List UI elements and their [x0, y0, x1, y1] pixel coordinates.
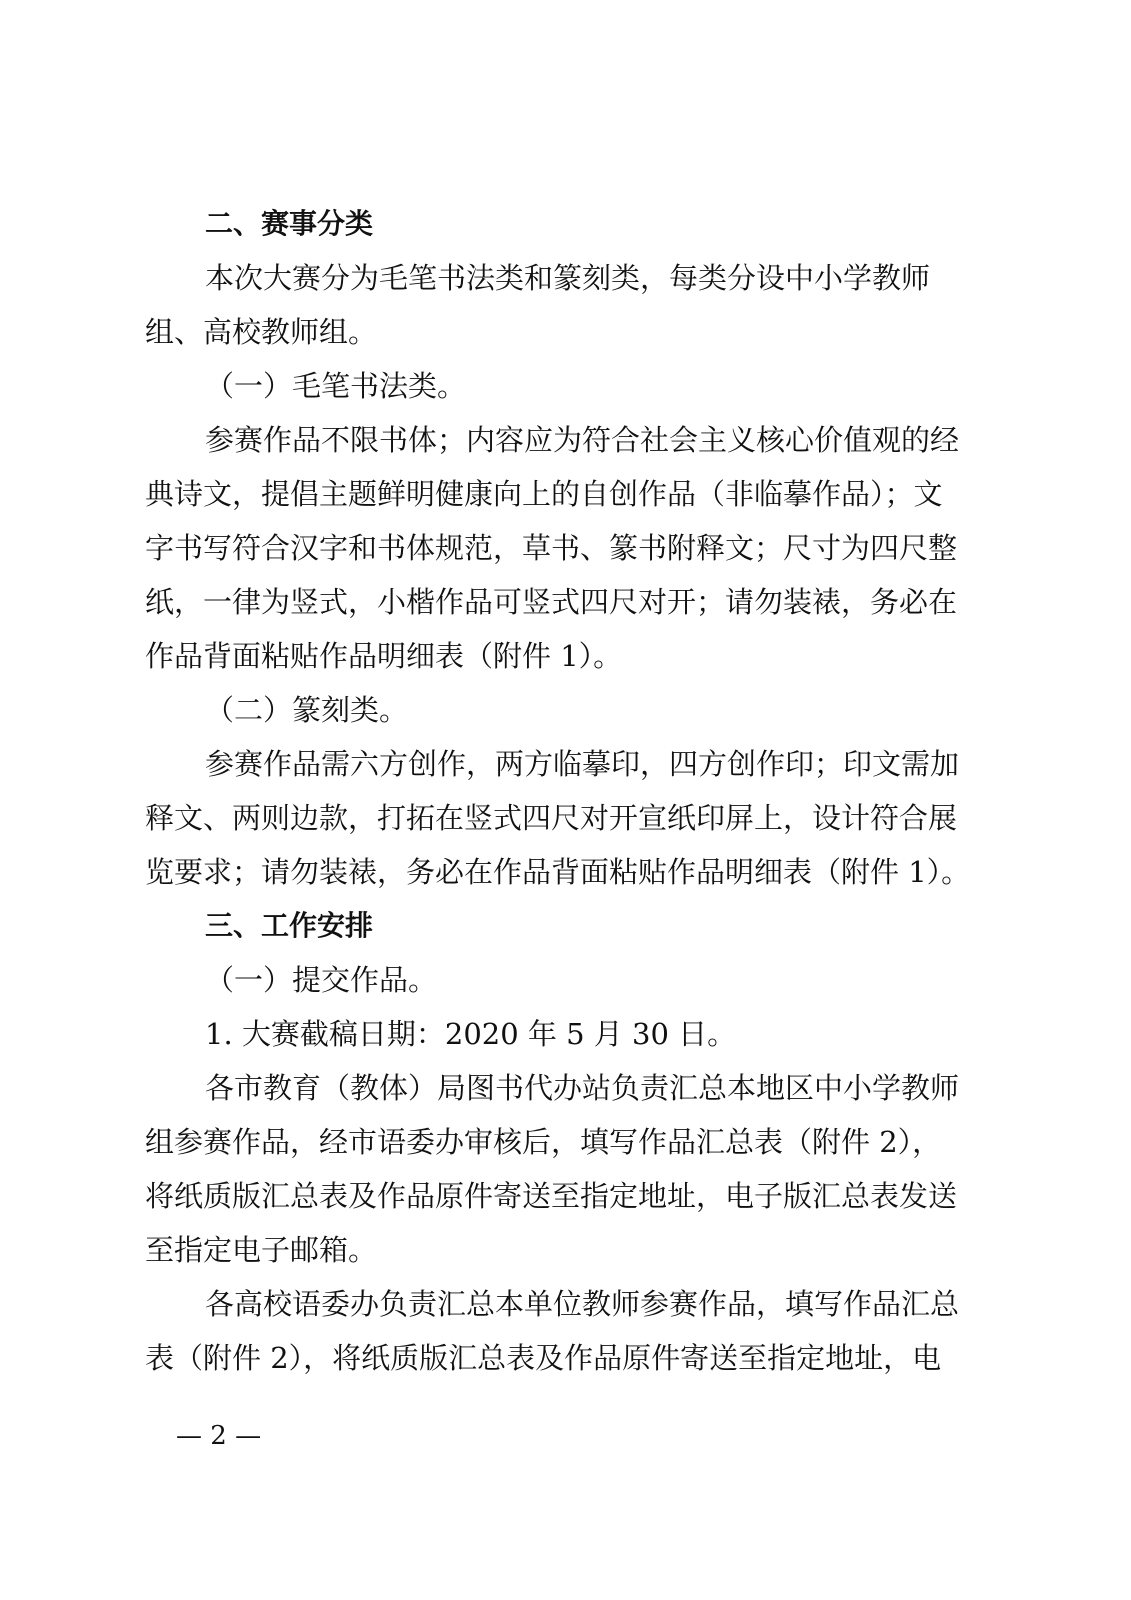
paragraph-line: 组参赛作品，经市语委办审核后，填写作品汇总表（附件 2）， — [145, 1125, 942, 1159]
paragraph-line: 将纸质版汇总表及作品原件寄送至指定地址，电子版汇总表发送 — [145, 1179, 958, 1213]
paragraph-line: 典诗文，提倡主题鲜明健康向上的自创作品（非临摹作品）；文 — [145, 477, 943, 511]
paragraph-line: 释文、两则边款，打拓在竖式四尺对开宣纸印屏上，设计符合展 — [145, 801, 958, 835]
paragraph-line: 参赛作品需六方创作，两方临摹印，四方创作印；印文需加 — [205, 747, 960, 781]
section-heading-categories: 二、赛事分类 — [205, 207, 374, 240]
paragraph-line: 本次大赛分为毛笔书法类和篆刻类，每类分设中小学教师 — [205, 261, 931, 295]
paragraph-line: 纸，一律为竖式，小楷作品可竖式四尺对开；请勿装裱，务必在 — [145, 585, 958, 619]
subheading-submit: （一）提交作品。 — [205, 963, 438, 997]
page-number: — 2 — — [176, 1421, 262, 1451]
paragraph-line: 各市教育（教体）局图书代办站负责汇总本地区中小学教师 — [205, 1071, 960, 1105]
section-heading-arrangements: 三、工作安排 — [205, 909, 374, 942]
paragraph-line: 至指定电子邮箱。 — [145, 1233, 378, 1267]
subheading-seal-carving: （二）篆刻类。 — [205, 693, 409, 727]
paragraph-line: 字书写符合汉字和书体规范，草书、篆书附释文；尺寸为四尺整 — [145, 531, 958, 565]
paragraph-line: 作品背面粘贴作品明细表（附件 1）。 — [145, 639, 623, 673]
subheading-calligraphy: （一）毛笔书法类。 — [205, 369, 467, 403]
list-item-deadline: 1. 大赛截稿日期：2020 年 5 月 30 日。 — [205, 1017, 737, 1051]
paragraph-line: 各高校语委办负责汇总本单位教师参赛作品，填写作品汇总 — [205, 1287, 960, 1321]
paragraph-line: 参赛作品不限书体；内容应为符合社会主义核心价值观的经 — [205, 423, 960, 457]
paragraph-line: 组、高校教师组。 — [145, 315, 378, 349]
paragraph-line: 览要求；请勿装裱，务必在作品背面粘贴作品明细表（附件 1）。 — [145, 855, 971, 889]
paragraph-line: 表（附件 2），将纸质版汇总表及作品原件寄送至指定地址，电 — [145, 1341, 942, 1375]
